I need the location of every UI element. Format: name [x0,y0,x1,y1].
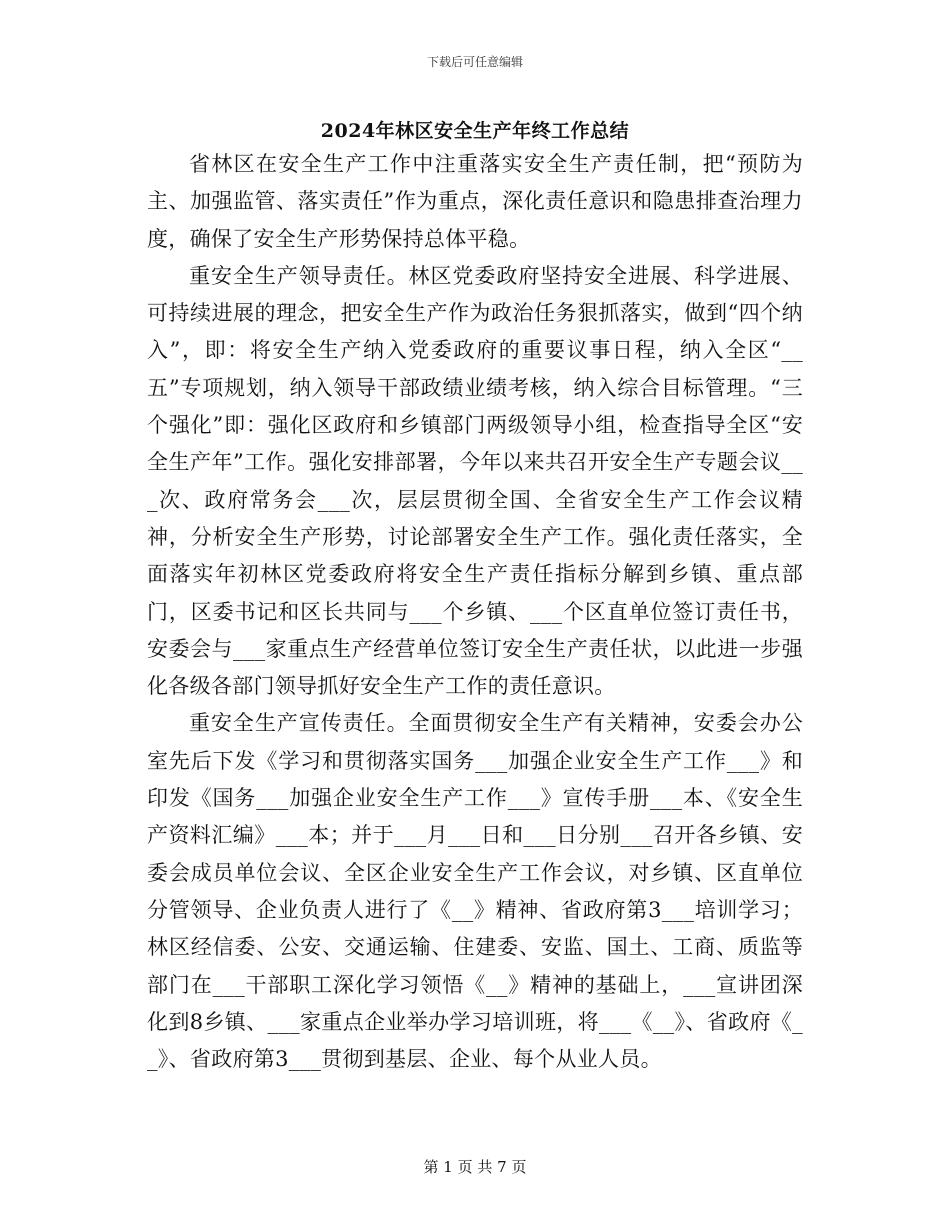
document-body [147,146,803,1078]
document-title: 2024年林区安全生产年终工作总结 [320,120,630,142]
paragraph-leadership-responsibility: 重安全生产领导责任。林区党委政府坚持安全进展、科学进展、可持续进展的理念，把安全生产作为政治任务狠抓落实，做到“四个纳入”，即：将安全生产纳入党委政府的重要议事日程，纳入全区“__五”专项规划，纳入领导干部政绩业绩考核，纳入综合目标管理。“三个强化”即：强化区政府和乡镇部门两级领导小组，检查指导全区“安全生产年”工作。强化安排部署，今年以来共召开安全生产专题会议___次、政府常务会___次，层层贯彻全国、全省安全生产工作会议精神，分析安全生产形势，讨论部署安全生产工作。强化责任落实，全面落实年初林区党委政府将安全生产责任指标分解到乡镇、重点部门，区委书记和区长共同与___个乡镇、___个区直单位签订责任书，安委会与___家重点生产经营单位签订安全生产责任状，以此进一步强化各级各部门领导抓好安全生产工作的责任意识。 [147,263,803,699]
header-note: 下载后可任意编辑 [426,55,523,69]
paragraph-publicity-responsibility: 重安全生产宣传责任。全面贯彻安全生产有关精神，安委会办公室先后下发《学习和贯彻落实国务___加强企业安全生产工作___》和印发《国务___加强企业安全生产工作___》宣传手册___本、《安全生产资料汇编》___本；并于___月___日和___日分别___召开各乡镇、安委会成员单位会议、全区企业安全生产工作会议，对乡镇、区直单位分管领导、企业负责人进行了《__》精神、省政府第3___培训学习；林区经信委、公安、交通运输、住建委、安监、国土、工商、质监等部门在___干部职工深化学习领悟《__》精神的基础上，___宣讲团深化到8乡镇、___家重点企业举办学习培训班，将___《__》、省政府《__》、省政府第3___贯彻到基层、企业、每个从业人员。 [147,711,803,1072]
paragraph-intro: 省林区在安全生产工作中注重落实安全生产责任制，把“预防为主、加强监管、落实责任”作为重点，深化责任意识和隐患排查治理力度，确保了安全生产形势保持总体平稳。 [147,152,803,251]
page-number: 第 1 页 共 7 页 [423,1158,527,1176]
